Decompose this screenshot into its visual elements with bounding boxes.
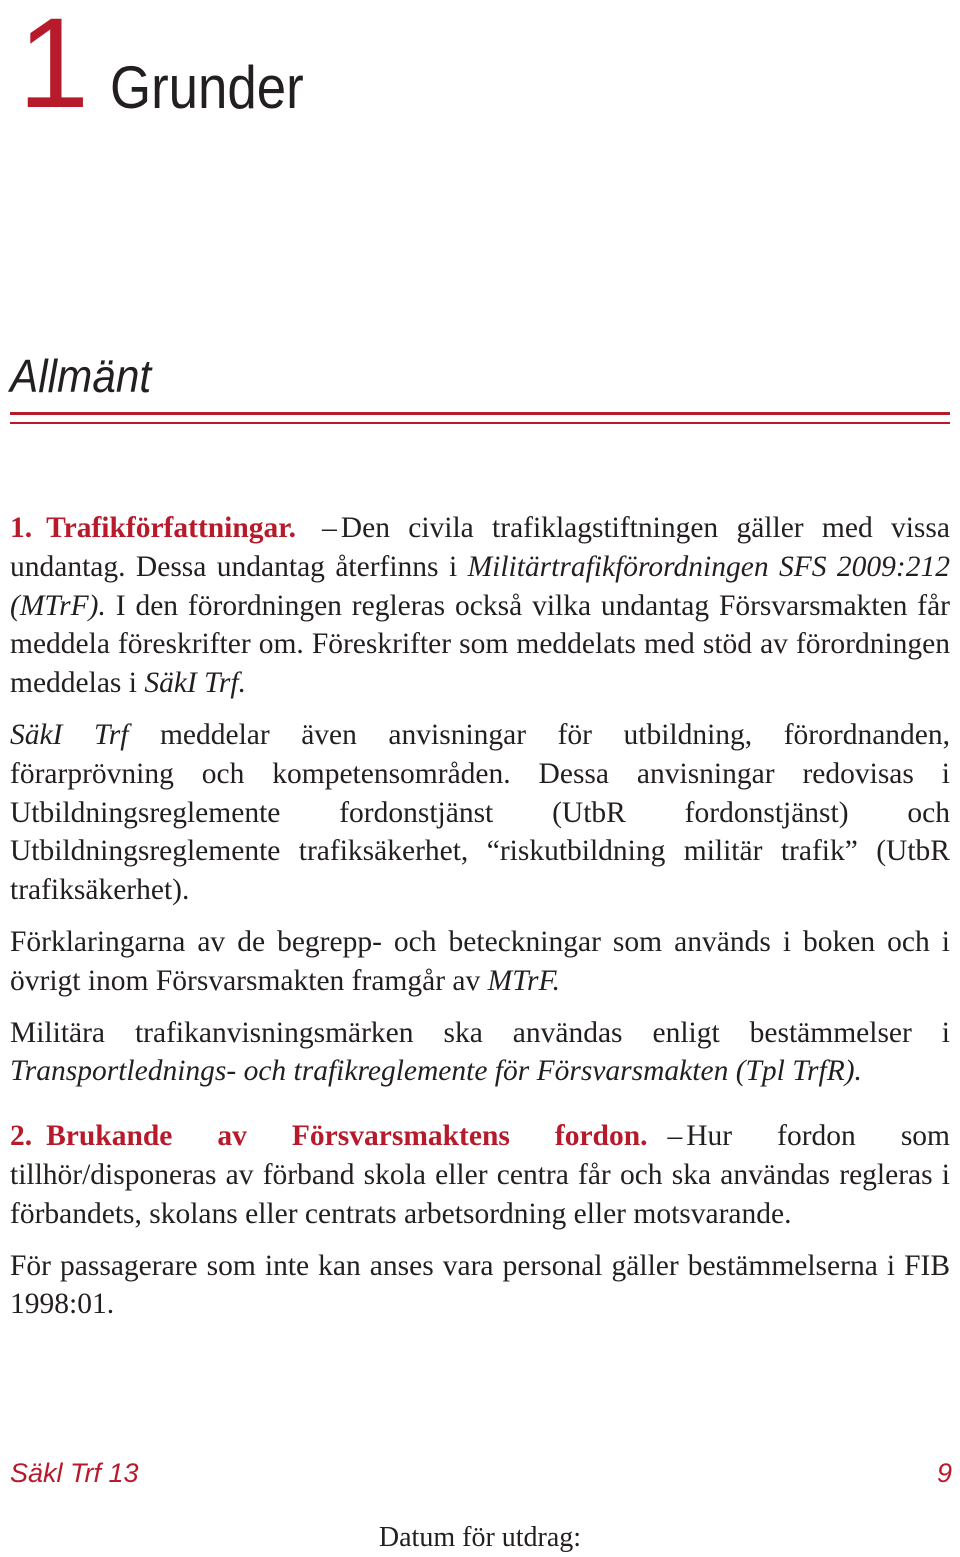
section-rule-thin	[10, 422, 950, 424]
paragraph	[10, 1117, 950, 1233]
paragraph-text: I den förordningen regleras också vilka undantag Försvarsmakten får meddela föreskrifter om. Föreskrifter som meddelats med stöd av förordningen meddelas i	[10, 589, 950, 700]
page-number: 9	[936, 1458, 952, 1488]
item-heading: Brukande av Försvarsmaktens fordon.	[46, 1120, 648, 1153]
paragraph-text: Förklaringarna av de begrepp- och beteckningar som används i boken och i övrigt inom Försvarsmakten framgår av	[10, 925, 950, 997]
paragraph-italic: SäkI Trf.	[144, 667, 246, 700]
paragraph-italic: MTrF.	[487, 964, 561, 997]
item-dash: –	[667, 1120, 683, 1153]
paragraph	[10, 1014, 950, 1092]
paragraph-text: meddelar även anvisningar för utbildning, förordnanden, förarprövning och kompetensområden. Dessa anvisningar redovisas i Utbildningsreglemente fordonstjänst (UtbR fordonstjänst) och Utbildningsreglemente trafiksäkerhet, “riskutbildning militär trafik” (UtbR trafiksäkerhet).	[10, 718, 950, 907]
paragraph-text: Den civila trafiklagstiftningen gäller med vissa undantag. Dessa undantag återfinns i	[10, 512, 950, 583]
item-number: 1.	[10, 512, 33, 544]
section-rule	[10, 412, 950, 415]
body-text	[10, 509, 950, 1337]
section-title: Allmänt	[10, 350, 152, 402]
chapter-number: 1	[18, 0, 86, 135]
paragraph-text: Militära trafikanvisningsmärken ska användas enligt bestämmelser i	[10, 1016, 950, 1049]
paragraph	[10, 716, 950, 910]
extract-date-label: Datum för utdrag:	[378, 1522, 582, 1553]
paragraph-italic: Militärtrafikförordningen SFS 2009:212 (MTrF).	[10, 550, 950, 622]
item-heading: Trafikförfattningar.	[46, 512, 297, 544]
paragraph	[10, 509, 950, 703]
paragraph-text: För passagerare som inte kan anses vara personal gäller bestämmelserna i FIB 1998:01.	[10, 1249, 950, 1321]
paragraph-text: Hur fordon som tillhör/disponeras av förband skola eller centra får och ska användas regleras i förbandets, skolans eller centrats arbetsordning eller motsvarande.	[10, 1120, 951, 1230]
paragraph-italic: SäkI Trf	[10, 718, 129, 751]
item-dash: –	[322, 512, 337, 544]
item-number: 2.	[10, 1120, 33, 1153]
paragraph	[10, 923, 950, 1001]
paragraph-italic: Transportlednings- och trafikreglemente för Försvarsmakten (Tpl TrfR).	[10, 1055, 862, 1088]
footer-publication: Säkl Trf 13	[10, 1458, 139, 1488]
chapter-title: Grunder	[110, 54, 304, 121]
paragraph	[10, 1247, 950, 1325]
